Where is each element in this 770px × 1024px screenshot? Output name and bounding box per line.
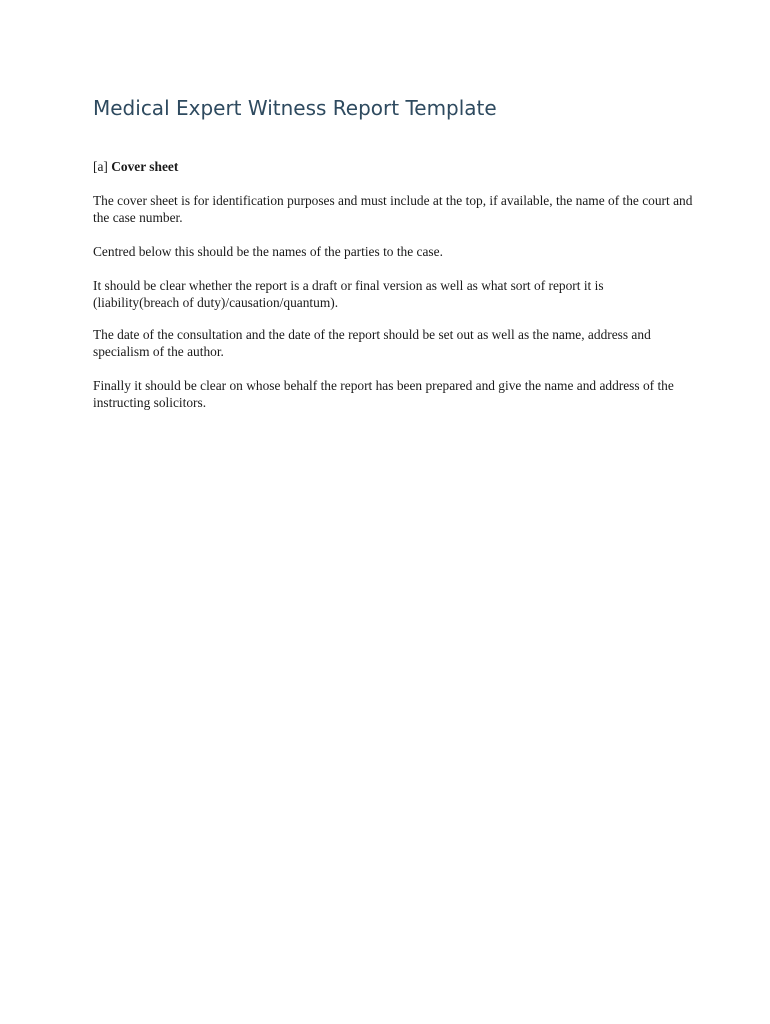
section-heading-line xyxy=(93,158,693,175)
paragraph-report-type: It should be clear whether the report is a draft or final version as well as what sort of report it is (liability(breach of duty)/causation/quantum). xyxy=(93,278,604,310)
section-heading: Cover sheet xyxy=(111,159,179,174)
paragraph-instructing-solicitors: Finally it should be clear on whose behalf the report has been prepared and give the name and address of the instructing solicitors. xyxy=(93,378,674,410)
document-title: Medical Expert Witness Report Template xyxy=(93,96,497,120)
paragraph-identification: The cover sheet is for identification purposes and must include at the top, if available, the name of the court and the case number. xyxy=(93,193,693,225)
paragraph-parties: Centred below this should be the names of the parties to the case. xyxy=(93,244,443,259)
section-marker: [a] xyxy=(93,159,108,174)
paragraph-dates-author: The date of the consultation and the date of the report should be set out as well as the name, address and specialism of the author. xyxy=(93,327,651,359)
